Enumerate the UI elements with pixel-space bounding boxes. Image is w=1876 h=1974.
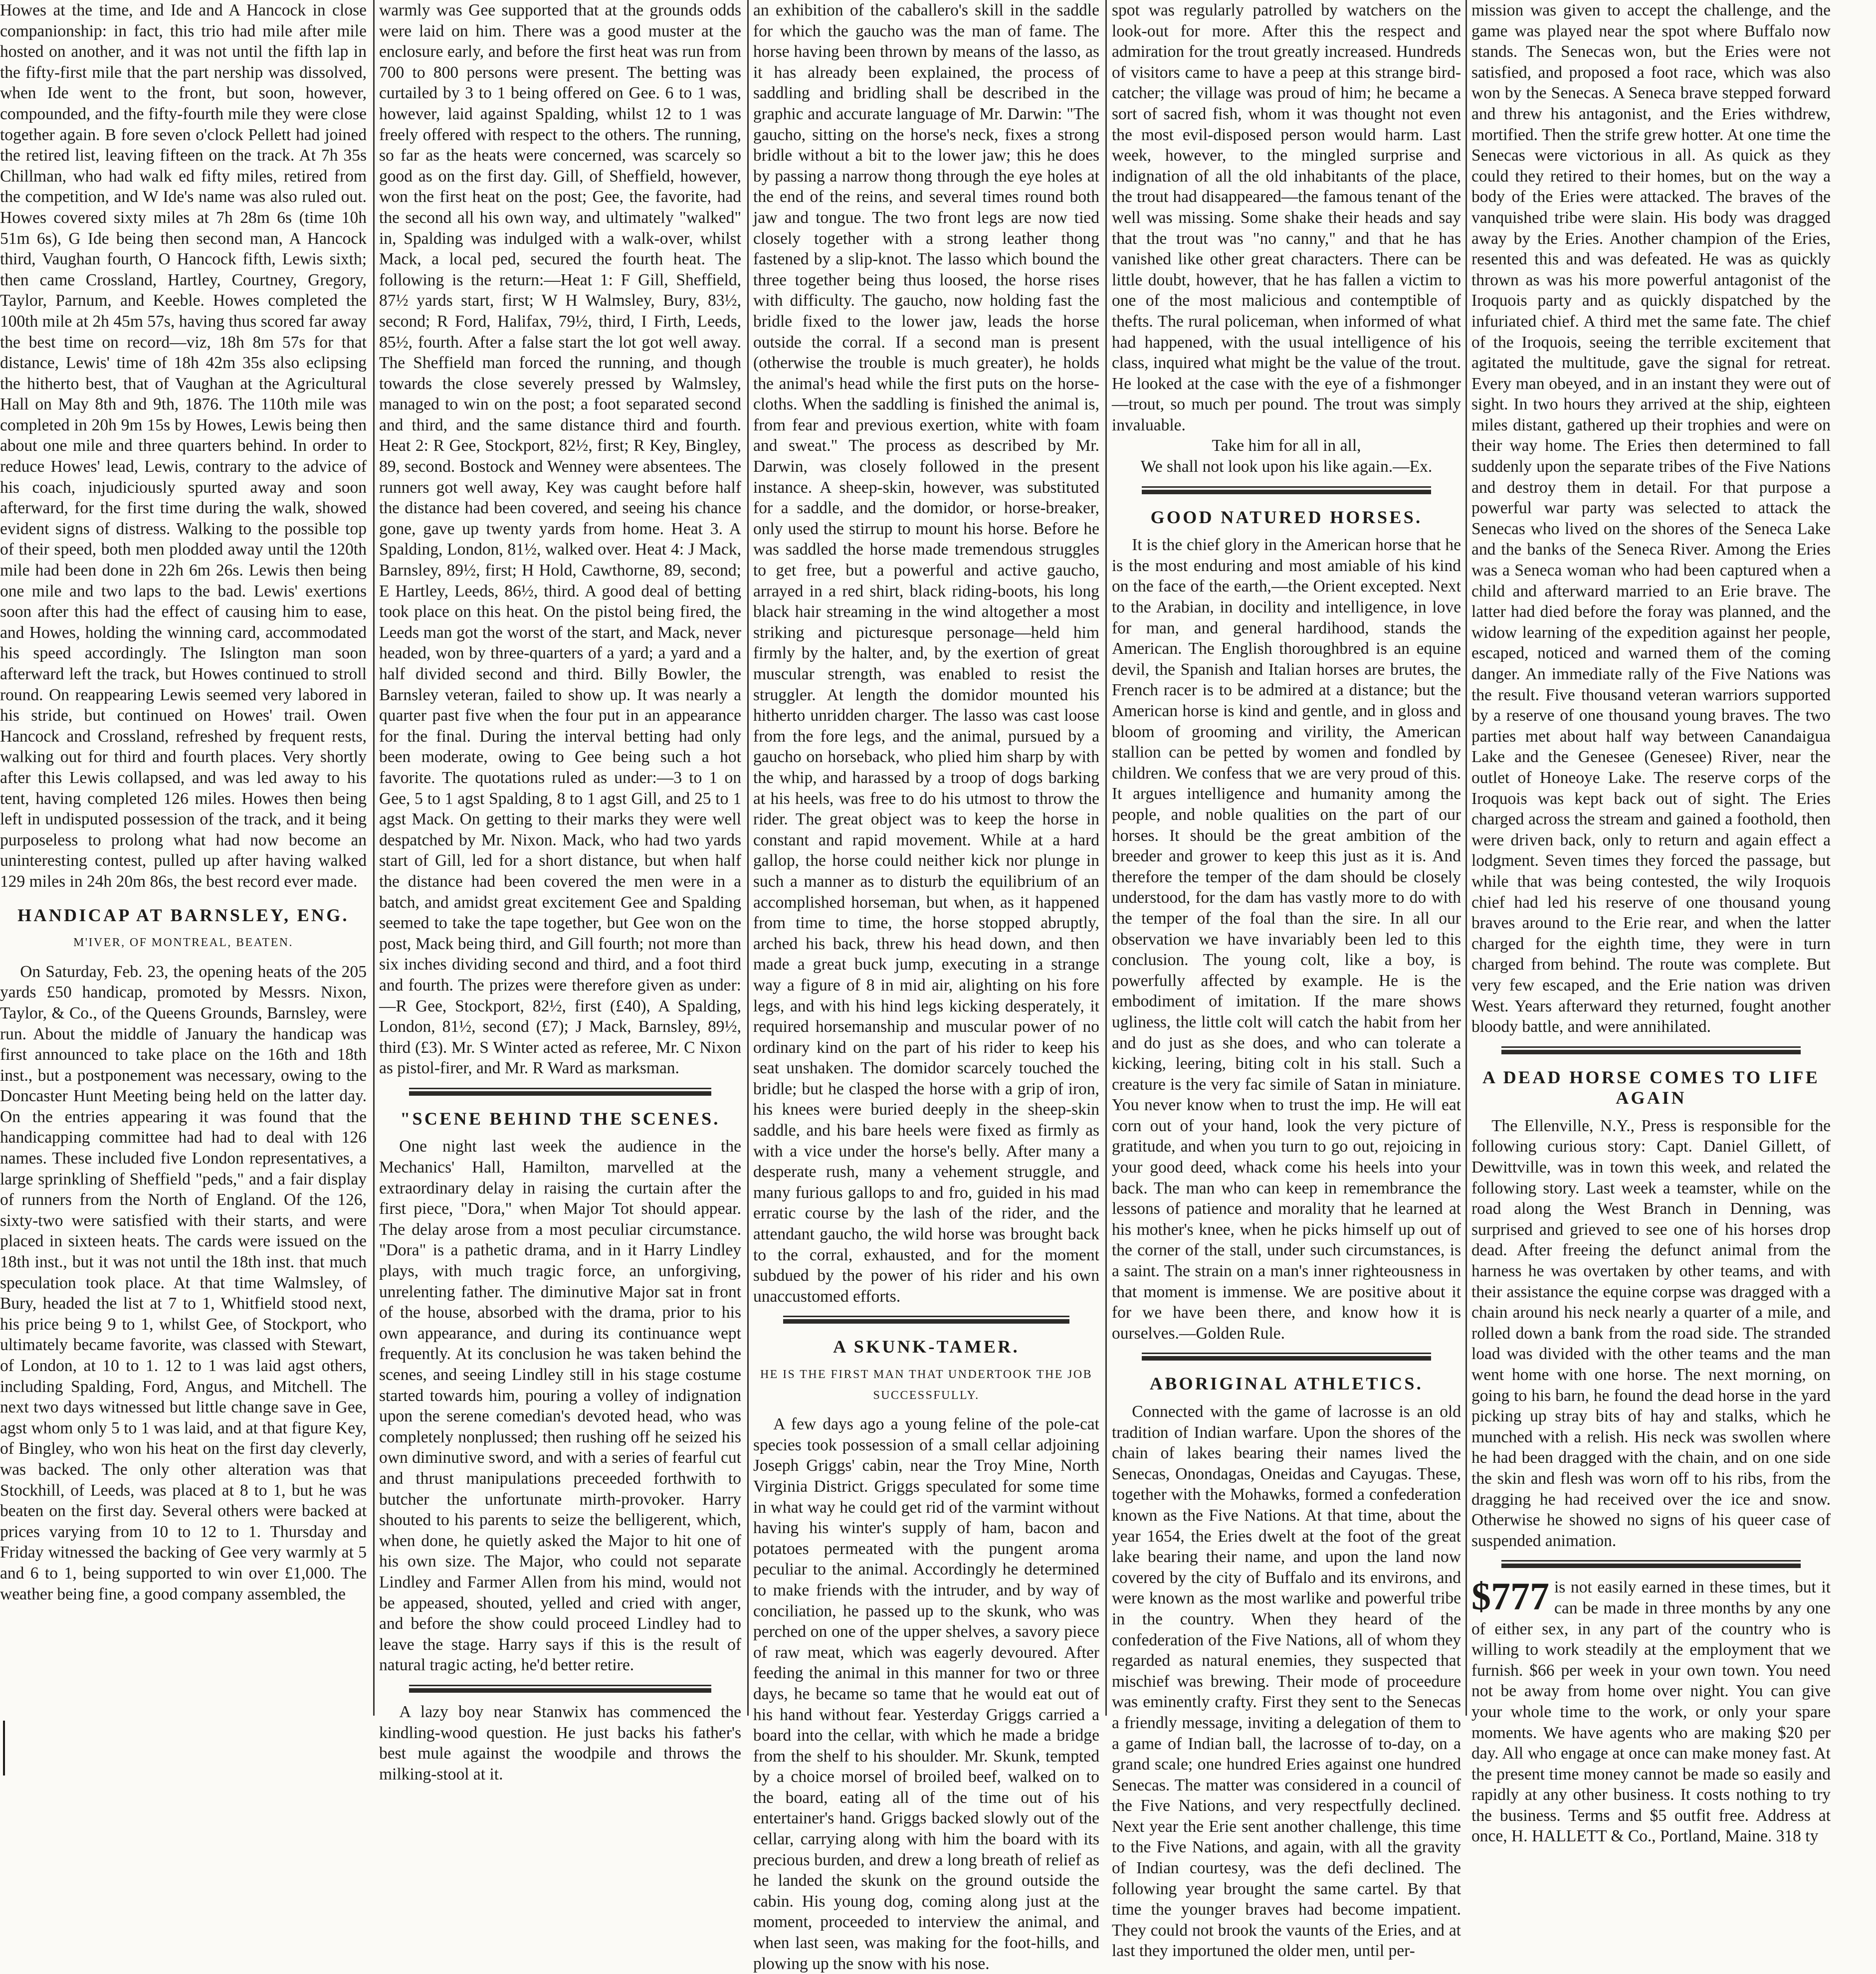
section-rule-thick [1501,1050,1801,1054]
article-headline: GOOD NATURED HORSES. [1150,507,1423,527]
article-subhead: HE IS THE FIRST MAN THAT UNDERTOOK THE JOB SUCCESSFULLY. [760,1368,1093,1402]
section-rule [409,1088,711,1089]
column-rule [1105,0,1107,1716]
article-paragraph: Howes at the time, and Ide and A Hancock in close companionship: in fact, this trio had mile after mile hosted on another, and it was not until the fifth lap in the fifty-first mile that the part nership was dissolved, when Ide went to the front, but soon, however, compounded, and the fifty-fourth mile they were close together again. B fore seven o'clock Pellett had joined the retired list, leaving fifteen on the track. At 7h 35s Chillman, who had walk ed fifty miles, retired from the competition, and W Ide's name was also ruled out. Howes covered sixty miles at 7h 28m 6s (time 10h 51m 6s), G Ide being then second man, A Hancock third, Vaughan fourth, O Hancock fifth, Lewis sixth; then came Crossland, Hartley, Courtney, Gregory, Taylor, Parnum, and Keeble. Howes completed the 100th mile at 2h 45m 57s, having thus scored far away the best time on record—viz, 18h 8m 57s for that distance, Lewis' time of 18h 42m 35s also eclipsing the hitherto best, that of Vaughan at the Agricultural Hall on May 8th and 9th, 1876. The 110th mile was completed in 20h 9m 15s by Howes, Lewis being then about one mile and three quarters behind. In order to reduce Howes' lead, Lewis, contrary to the advice of his coach, injudiciously spurted away and soon afterward, for the first time during the walk, showed evident signs of distress. Walking to the possible top of their speed, both men plodded away until the 120th mile had been done in 22h 6m 26s. Lewis then being one mile and two laps to the bad. Lewis' exertions soon after this had the effect of causing him to ease, and Howes, holding the winning card, accommodated his speed accordingly. The Islington man soon afterward left the track, but Howes continued to stroll round. On reappearing Lewis seemed very labored in his stride, but continued on Howes' trail. Owen Hancock and Crossland, refreshed by frequent rests, walking out for third and fourth places. Very shortly after this Lewis collapsed, and was led away to his tent, having completed 126 miles. Howes then being left in undisputed possession of the track, and it being purposeless to prolong what had now become an uninteresting contest, pulled up after having walked 129 miles in 24h 20m 86s, the best record ever made. [0,1,367,891]
column-3 [753,0,1099,1973]
section-rule-thick [783,1319,1069,1324]
article-paragraph: spot was regularly patrolled by watchers on the look-out for more. After this the respect and admiration for the trout greatly increased. Hundreds of visitors came to have a peep at this strange bird-catcher; the village was proud of him; he became a sort of sacred fish, whom it was thought not even the most evil-disposed person would harm. Last week, however, to the mingled surprise and indignation of all the old inhabitants of the place, the trout had disappeared—the famous tenant of the well was missing. Some shake their heads and say that the trout was "no canny," and that he has vanished like other great characters. There can be little doubt, however, that he has fallen a victim to one of the most malicious and contemptible of thefts. The rural policeman, when informed of what had happened, with the usual intelligence of his class, inquired what might be the value of the trout. He looked at the case with the eye of a fishmonger—trout, so much per pound. The trout was simply invaluable. [1112,1,1461,434]
article-paragraph: Connected with the game of lacrosse is an old tradition of Indian warfare. Upon the shores of the chain of lakes bearing their names lived the Senecas, Onondagas, Oneidas and Cayugas. These, together with the Mohawks, formed a confederation known as the Five Nations. At that time, about the year 1654, the Eries dwelt at the foot of the great lake bearing their name, and upon the land now covered by the city of Buffalo and its environs, and were known as the most warlike and powerful tribe in the country. When they heard of the confederation of the Five Nations, all of whom they regarded as natural enemies, they suspected that mischief was brewing. Their mode of proceedure was eminently crafty. First they sent to the Senecas a friendly message, inviting a delegation of them to a game of Indian ball, the lacrosse of to-day, on a grand scale; one hundred Eries against one hundred Senecas. The matter was considered in a council of the Five Nations, and very respectfully declined. Next year the Erie sent another challenge, this time to the Five Nations, and again, with all the gravity of Indian courtesy, was the defi declined. The following year brought the same cartel. By that time the younger braves had become impatient. They could not brook the vaunts of the Eries, and at last they importuned the older men, until per- [1112,1402,1461,1961]
article-paragraph: It is the chief glory in the American horse that he is the most enduring and most amiable of his kind on the face of the earth,—the Orient excepted. Next to the Arabian, in docility and intelligence, in love for man, and general hardihood, stands the American. The English thoroughbred is an equine devil, the Spanish and Italian horses are brutes, the French racer is to be admired at a distance; but the American horse is kind and gentle, and in gloss and bloom of grooming and virility, the American stallion can be petted by women and fondled by children. We confess that we are very proud of this. It argues intelligence and humanity among the people, and noble qualities on the part of our horses. It should be the great ambition of the breeder and grower to keep this just as it is. And therefore the temper of the dam should be closely understood, for the dam has vastly more to do with the temper of the foal than the sire. In all our observation we have invariably been led to this conclusion. The young colt, like a boy, is powerfully affected by example. He is the embodiment of imitation. If the mare shows ugliness, the little colt will catch the habit from her and do just as she does, and who can tolerate a kicking, leering, biting colt in his stall. Such a creature is the very fac simile of Satan in miniature. You never know when to trust the imp. He will eat corn out of your hand, look the very picture of gratitude, and when you turn to go out, rejoicing in your good deed, whack come his heels into your back. The man who can keep in remembrance the lessons of patience and morality that he learned at his mother's knee, when he picks himself up out of the corner of the stall, under such circumstances, is a saint. The strain on a man's inner righteousness in that moment is immense. We are positive about it for we have been there, and know how it is ourselves.—Golden Rule. [1112,536,1461,1343]
verse-line: We shall not look upon his like again.—Ex. [1140,457,1433,476]
section-rule [409,1685,711,1686]
article-paragraph: an exhibition of the caballero's skill in the saddle for which the gaucho was the man of fame. The horse having been thrown by means of the lasso, as it has already been explained, the process of saddling and bridling shall be described in the graphic and accurate language of Mr. Darwin: "The gaucho, sitting on the horse's neck, fixes a strong bridle without a bit to the lower jaw; this he does by passing a narrow thong through the eye holes at the end of the reins, and several times round both jaw and tongue. The two front legs are now tied closely together with a strong leather thong fastened by a slip-knot. The lasso which bound the three together being thus loosed, the horse rises with difficulty. The gaucho, now holding fast the bridle fixed to the lower jaw, leads the horse outside the corral. If a second man is present (otherwise the trouble is much greater), he holds the animal's head while the first puts on the horse-cloths. When the saddling is finished the animal is, from fear and previous exertion, white with foam and sweat." The process as described by Mr. Darwin, was closely followed in the present instance. A sheep-skin, however, was substituted for a saddle, and the domidor, or horse-breaker, only used the stirrup to mount his horse. Before he was saddled the horse made tremendous struggles to get free, but a powerful and active gaucho, arrayed in a red shirt, black riding-boots, his long black hair streaming in the wind altogether a most striking and picturesque personage—held him firmly by the halter, and, by the exertion of great muscular strength, was enabled to resist the struggler. At length the domidor mounted his hitherto unridden charger. The lasso was cast loose from the fore legs, and the animal, pursued by a gaucho on horseback, who plied him sharp by with the whip, and harassed by a troop of dogs barking at his heels, was free to do his utmost to throw the rider. The great object was to keep the horse in constant and rapid movement. While at a hard gallop, the horse could neither kick nor plunge in such a manner as to disturb the equilibrium of an accomplished horseman, but when, as it happened from time to time, the horse stopped abruptly, arched his back, threw his head down, and then made a great buck jump, executing in a strange way a figure of 8 in mid air, alighting on his fore legs, and with his hind legs kicking desperately, it required horsemanship and muscular power of no ordinary kind on the part of his rider to keep his seat unshaken. The domidor scarcely touched the bridle; but he clasped the horse with a grip of iron, his knees were buried deeply in the sheep-skin saddle, and his bare heels were fixed as firmly as with a vice under the horse's belly. After many a desperate rush, many a vehement struggle, and many furious gallops to and fro, guided in his mad erratic course by the lash of the rider, and the attendant gaucho, the wild horse was brought back to the corral, exhausted, and for the moment subdued by the power of his rider and his own unaccustomed efforts. [753,1,1099,1306]
article-paragraph: The Ellenville, N.Y., Press is responsible for the following curious story: Capt. Daniel Gillett, of Dewittville, was in town this week, and related the following story. Last week a teamster, while on the road along the West Branch in Denning, was surprised and grieved to see one of his horses drop dead. After freeing the defunct animal from the harness he was overtaken by other teams, and with their assistance the equine corpse was dragged with a chain around his neck nearly a quarter of a mile, and rolled down a bank from the road side. The stranded load was divided with the other teams and the man went home with one horse. The next morning, on going to his barn, he found the dead horse in the yard picking up stray bits of hay and stalks, which he munched with a relish. His neck was swollen where he had been dragged with the chain, and on one side the skin and flesh was worn off to his ribs, from the dragging he had received over the ice and snow. Otherwise he showed no signs of his queer case of suspended animation. [1471,1116,1831,1550]
section-rule-thick [1501,1564,1801,1568]
article-paragraph: warmly was Gee supported that at the grounds odds were laid on him. There was a good muster at the enclosure early, and before the first heat was run from 700 to 800 persons were present. The betting was curtailed by 3 to 1 being offered on Gee. 6 to 1 was, however, laid against Spalding, whilst 12 to 1 was freely offered with respect to the others. The running, so far as the heats were concerned, was scarcely so good as on the first day. Gill, of Sheffield, however, won the first heat on the post; Gee, the favorite, had the second all his own way, and ultimately "walked" in, Spalding was indulged with a walk-over, whilst Mack, a local ped, secured the fourth heat. The following is the return:—Heat 1: F Gill, Sheffield, 87½ yards start, first; W H Walmsley, Bury, 83½, second; R Ford, Halifax, 79½, third, I Firth, Leeds, 85½, fourth. After a false start the lot got well away. The Sheffield man forced the running, and though towards the close severely pressed by Walmsley, managed to win on the post; a foot separated second and third, and the same distance third and fourth. Heat 2: R Gee, Stockport, 82½, first; R Key, Bingley, 89, second. Bostock and Wenney were absentees. The runners got well away, Key was caught before half the distance had been covered, and seeing his chance gone, gave up twenty yards from home. Heat 3. A Spalding, London, 81½, walked over. Heat 4: J Mack, Barnsley, 89½, first; H Hold, Cawthorne, 89, second; E Hartley, Leeds, 86½, third. A good deal of betting took place on this heat. On the pistol being fired, the Leeds man got the worst of the start, and Mack, never headed, won by three-quarters of a yard; a yard and a half divided second and third. Billy Bowler, the Barnsley veteran, failed to show up. It was nearly a quarter past five when the four put in an appearance for the final. During the interval betting had only been moderate, owing to Gee being such a hot favorite. The quotations ruled as under:—3 to 1 on Gee, 5 to 1 agst Spalding, 8 to 1 agst Gill, and 25 to 1 agst Mack. On getting to their marks they were well despatched by Mr. Nixon. Mack, who had two yards start of Gill, led for a short distance, but when half the distance had been covered the men were in a batch, and amidst great excitement Gee and Spalding seemed to take the tape together, but Gee won on the post, Mack being third, and Gill fourth; not more than six inches dividing second and third, and a foot third and fourth. The prizes were therefore given as under:—R Gee, Stockport, 82½, first (£40), A Spalding, London, 81½, second (£7); J Mack, Barnsley, 89½, third (£3). Mr. S Winter acted as referee, Mr. C Nixon as pistol-firer, and Mr. R Ward as marksman. [379,1,741,1078]
column-rule [373,0,375,1716]
article-headline: HANDICAP AT BARNSLEY, ENG. [17,905,349,925]
section-rule-thick [409,1091,711,1096]
article-headline: A DEAD HORSE COMES TO LIFE AGAIN [1482,1067,1820,1108]
section-rule [1142,486,1431,488]
column-1 [0,0,367,1716]
article-headline: A SKUNK-TAMER. [833,1337,1020,1357]
article-subhead: M'IVER, OF MONTREAL, BEATEN. [73,936,293,950]
section-rule [1501,1046,1801,1048]
article-headline: ABORIGINAL ATHLETICS. [1149,1374,1424,1394]
article-paragraph: On Saturday, Feb. 23, the opening heats of the 205 yards £50 handicap, promoted by Messrs. Nixon, Taylor, & Co., of the Queens Grounds, Barnsley, were run. About the middle of January the handicap was first announced to take place on the 16th and 18th inst., but a postponement was necessary, owing to the Doncaster Hunt Meeting being held on the latter day. On the entries appearing it was found that the handicapping committee had had to deal with 126 names. These included five London representatives, a large sprinkling of Sheffield "peds," and a fair display of runners from the North of England. Of the 126, sixty-two were satisfied with their starts, and were placed in sixteen heats. The cards were issued on the 18th inst., but it was not until the 18th inst. that much speculation took place. At that time Walmsley, of Bury, headed the list at 7 to 1, Whitfield stood next, his price being 9 to 1, whilst Gee, of Stockport, who ultimately became favorite, was classed with Stewart, of London, at 10 to 1. 12 to 1 was laid agst others, including Spalding, Ford, Angus, and Mitchell. The next two days witnessed but little change save in Gee, agst whom only 5 to 1 was laid, and at that figure Key, of Bingley, who won his heat on the first day cleverly, was backed. The only other alteration was that Stockhill, of Leeds, was placed at 8 to 1, but he was beaten on the first day. Several others were backed at prices varying from 10 to 12 to 1. Thursday and Friday witnessed the backing of Gee very warmly at 5 and 6 to 1, being supported to win over £1,000. The weather being fine, a good company assembled, the [0,962,367,1603]
article-headline: "SCENE BEHIND THE SCENES. [400,1108,720,1129]
section-rule [1501,1560,1801,1562]
section-rule-thick [409,1688,711,1693]
article-paragraph: One night last week the audience in the Mechanics' Hall, Hamilton, marvelled at the extraordinary delay in raising the curtain after the first piece, "Dora," when Major Tot should appear. The delay arose from a most peculiar circumstance. "Dora" is a pathetic drama, and in it Harry Lindley plays, with much tragic force, an unforgiving, unrelenting father. The diminutive Major sat in front of the house, absorbed with the drama, prior to his own appearance, and during its continuance wept frequently. At its conclusion he was taken behind the scenes, and seeing Lindley still in his stage costume started towards him, pouring a volley of indignation upon the serene comedian's devoted head, who was completely nonplussed; then rushing off he seized his own diminutive sword, and with a series of fearful cut and thrust manipulations preceeded forthwith to butcher the unfortunate mirth-provoker. Harry shouted to his parents to seize the belligerent, which, when done, he quietly asked the Major to hit one of his own size. The Major, who could not separate Lindley and Farmer Allen from his mind, would not be appeased, shouted, yelled and cried with anger, and before the show could proceed Lindley had to leave the stage. Harry says if this is the result of natural tragic acting, he'd better retire. [379,1137,741,1675]
column-rule [1465,0,1467,1716]
ad-text: is not easily earned in these times, but it can be made in three months by any one of either sex, in any part of the country who is willing to work steadily at the employment that we furnish. $66 per week in your own town. You need not be away from home over night. You can give your whole time to the work, or only your spare moments. We have agents who are making $20 per day. All who engage at once can make money fast. At the present time money cannot be made so easily and rapidly at any other business. It costs nothing to try the business. Terms and $5 outfit free. Address at once, H. HALLETT & Co., Portland, Maine. 318 ty [1471,1578,1831,1846]
column-4 [1112,0,1461,1961]
advertisement [1471,1577,1831,1847]
article-paragraph: A lazy boy near Stanwix has commenced the kindling-wood question. He just backs his father's best mule against the woodpile and throws the milking-stool at it. [379,1702,741,1783]
verse-line: Take him for all in all, [1212,436,1361,455]
column-rule [747,0,749,1716]
column-5 [1471,0,1831,1846]
section-rule-thick [1142,1356,1431,1361]
column-2 [379,0,741,1783]
article-paragraph: A few days ago a young feline of the pole-cat species took possession of a small cellar adjoining Joseph Griggs' cabin, near the Troy Mine, North Virginia District. Griggs speculated for some time in what way he could get rid of the varmint without having his winter's supply of ham, bacon and potatoes permeated with the pungent aroma peculiar to the animal. Accordingly he determined to make friends with the intruder, and by way of conciliation, he passed up to the skunk, who was perched on one of the upper shelves, a savory piece of raw meat, which was eagerly devoured. After feeding the animal in this manner for two or three days, he became so tame that he would eat out of his hand without fear. Yesterday Griggs carried a board into the cellar, with which he made a bridge from the shelf to his shoulder. Mr. Skunk, tempted by a choice morsel of broiled beef, walked on to the board, eating all of the time out of his entertainer's hand. Griggs backed slowly out of the cellar, carrying along with him the board with its precious burden, and drew a long breath of relief as he landed the skunk on the ground outside the cabin. His young dog, coming along just at the moment, proceeded to interview the animal, and when last seen, was making for the foot-hills, and plowing up the snow with his nose. [753,1415,1099,1973]
ad-amount: $777 [1471,1575,1549,1618]
section-rule-thick [1142,490,1431,494]
section-rule [783,1316,1069,1317]
article-paragraph: mission was given to accept the challenge, and the game was played near the spot where Buffalo now stands. The Senecas won, but the Eries were not satisfied, and proposed a foot race, which was also won by the Senecas. A Seneca brave stepped forward and threw his antagonist, and the Eries withdrew, mortified. Then the strife grew hotter. At one time the Senecas were victorious in all. As quick as they could they retired to their homes, but on the way a body of the Eries were attacked. The braves of the vanquished tribe were slain. His body was dragged away by the Eries. Another champion of the Eries, resented this and was defeated. He was as quickly thrown as was his more powerful antagonist of the Iroquois party and as quickly dispatched by the infuriated chief. A third met the same fate. The chief of the Iroquois, seeing the terrible excitement that agitated the multitude, gave the signal for retreat. Every man obeyed, and in an instant they were out of sight. In two hours they arrived at the ship, eighteen miles distant, gathered up their trophies and were on their way home. The Eries then determined to fall suddenly upon the separate tribes of the Five Nations and destroy them in detail. For that purpose a powerful war party was selected to attack the Senecas who lived on the shores of the Seneca Lake and the banks of the Seneca River. Among the Eries was a Seneca woman who had been captured when a child and afterward married to an Erie brave. The latter had died before the foray was planned, and the widow learning of the expedition against her people, escaped, noticed and warned them of the coming danger. An immediate rally of the Five Nations was the result. Five thousand veteran warriors supported by a reserve of one thousand young braves. The two parties met about half way between Canandaigua Lake and the Genesee (Genesee) River, near the outlet of Honeoye Lake. The reserve corps of the Iroquois was kept back out of sight. The Eries charged across the stream and gained a foothold, then were driven back, only to return and again effect a lodgment. Seven times they forced the passage, but while that was being contested, the wily Iroquois chief had led his reserve of one thousand young braves around to the Erie rear, and when the latter charged for the eighth time, they were in turn charged from behind. The route was complete. But very few escaped, and the Erie nation was driven West. Years afterward they returned, fought another bloody battle, and were annihilated. [1471,1,1831,1036]
section-rule [1142,1353,1431,1354]
margin-mark [3,1721,5,1776]
